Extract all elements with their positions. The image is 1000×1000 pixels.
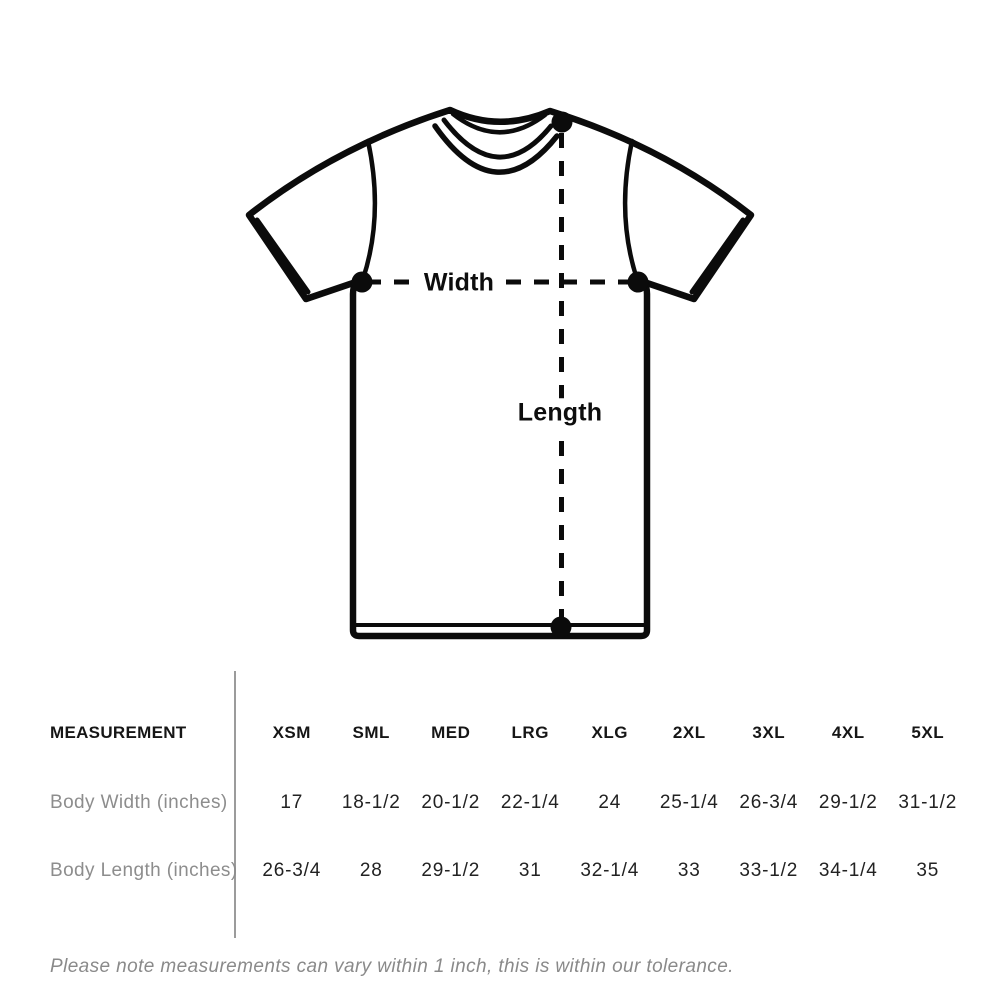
body-width-row-label: Body Width (inches) [50, 792, 228, 813]
body-length-xsm: 26-3/4 [262, 860, 322, 881]
shoulder-dot [552, 112, 573, 133]
body-length-2xl: 33 [677, 860, 701, 881]
size-header-xlg: XLG [591, 723, 628, 742]
size-table-header-row [0, 719, 968, 747]
size-header-4xl: 4XL [831, 723, 865, 742]
body-length-row [0, 857, 968, 885]
body-width-sml: 18-1/2 [341, 792, 401, 813]
body-length-lrg: 31 [518, 860, 542, 881]
body-width-2xl: 25-1/4 [659, 792, 719, 813]
body-width-xlg: 24 [598, 792, 622, 813]
right-armpit-dot [628, 272, 649, 293]
size-header-2xl: 2XL [672, 723, 706, 742]
body-length-sml: 28 [359, 860, 383, 881]
body-width-row [0, 789, 968, 817]
size-header-3xl: 3XL [752, 723, 786, 742]
body-width-3xl: 26-3/4 [739, 792, 799, 813]
body-width-5xl: 31-1/2 [898, 792, 958, 813]
size-header-xsm: XSM [272, 723, 311, 742]
size-header-sml: SML [352, 723, 390, 742]
size-header-med: MED [431, 723, 471, 742]
body-width-4xl: 29-1/2 [818, 792, 878, 813]
body-length-5xl: 35 [916, 860, 940, 881]
measurement-header: MEASUREMENT [50, 723, 187, 742]
body-width-lrg: 22-1/4 [500, 792, 560, 813]
body-width-med: 20-1/2 [421, 792, 481, 813]
body-width-xsm: 17 [280, 792, 304, 813]
tolerance-note: Please note measurements can vary within 1 inch, this is within our tolerance. [50, 956, 734, 977]
hem-dot [551, 617, 572, 638]
left-armpit-dot [352, 272, 373, 293]
body-length-4xl: 34-1/4 [818, 860, 878, 881]
body-length-row-label: Body Length (inches) [50, 860, 238, 881]
body-length-xlg: 32-1/4 [580, 860, 640, 881]
size-header-lrg: LRG [511, 723, 549, 742]
body-length-3xl: 33-1/2 [739, 860, 799, 881]
size-header-5xl: 5XL [911, 723, 945, 742]
length-measure-label: Length [510, 398, 611, 428]
body-length-med: 29-1/2 [421, 860, 481, 881]
width-measure-label: Width [416, 268, 502, 298]
shirt-outline [249, 110, 751, 636]
